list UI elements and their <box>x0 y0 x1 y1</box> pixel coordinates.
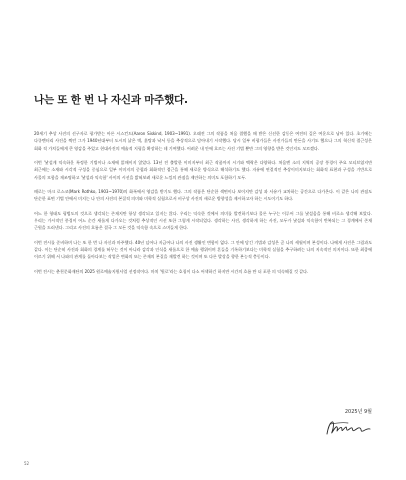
essay-body <box>34 130 372 282</box>
page-number: 52 <box>24 461 30 466</box>
paragraph: 어느 한 형태도 평범도의 것으로 생각되는 존재지만 항상 생각되고 있지는 않다. 우리는 익숙한 것에서 의미를 발견하기보다 물론 누구는 이루어 그를 낯설음을 통해 비로소 생각해 보았다. 우리는 가시적인 풍경이 어느 순간 새롭게 다가오는 것처럼 추상적인 시선 또한 그렇게 시작되었다. 생각하는 사진, 생각하게 하는 사진, 모두가 낯설과 익숙함이 반복되는 그 경계에서 존재 근원을 드러낸다. 그리고 사진의 흐름은 결국 그 모든 것을 익숙함 속으로 스며들게 한다. <box>34 210 372 231</box>
paragraph: 이번 전시를 준비하며 나는 또 한 번 나 자신과 마주했다. 40년 넘어나 지금어나 나의 사진 생활인 변함이 없다. 그 안에 담긴 기법과 감성은 곧 나의 세월이며 본성이다. 나에게 사진은 그림과도 같다. 이는 단순히 사진과 회화의 경계를 허무는 것이 아니라 감각과 인식을 새롭으로 한 예술 행위이며 흔들을 기록하기보다는 미학적 실험을 추구하려는 나의 지속적인 의지이다. 또한 최종에 이르기 위해 서 나와의 관계를 돌아다보는 작업은 변화의 또는 존재의 본질을 재발견 하는 것이며 또 다른 발상을 향한 본능적 충동이다. <box>34 239 372 260</box>
paragraph: 20세기 추상 사진의 선구자로 평가받는 아론 시스킨드(Aaron Siskind, 1903~1991). 오래전 그의 작품을 처음 접했을 때 받은 신선한 감동은 여전히 깊은 여운으로 남아 있다. 초기에는 다큐멘터리 사진을 찍던 그가 1940년대부터 도시의 낡은 벽, 흙탕과 낙서 등을 추상적으로 담아내기 시작했다. 당시 일부 비평가들은 사진가들의 만든을 사기도 했으나 그의 혁신적 접근성은 회화 적 가치들에게 큰 영감을 주었고 현대사진의 예술적 지평을 확장하는 데 기여했다. 어려운 내 안에 흐르는 사진 기법 뿐만 그의 영향을 받은 것인지도 모르겠다. <box>34 131 372 151</box>
date-line: 2025년 9월 <box>344 409 372 415</box>
paragraph: 이번 '낯설게 익숙하운 특정한 기법이나 소재에 얽매이지 않았다. 13년 전 출발한 이미지부터 최근 작품까지 시기와 맥락은 다양하다. 처음엔 소의 지역의 공장 풍경이 주요 모티브였지만 최근에는 소재와 시각적 구성을 중심으로 일부 이미지의 중첩과 회화적인 접근을 통해 새로운 방식으로 해석하기도 했다. 자유에 연결적인 추상이미지보다는 회화적 표현과 구성을 기반으로 사물의 모함을 재조명하고 '낯설과 익숙함' 사이의 시선을 밝혀보려 새로운 느낌의 관점을 제안하는 의미도 포함하기 모두. <box>34 160 372 180</box>
signature-image <box>324 418 372 440</box>
paragraph: 때로는 마크 로스코(Mark Rothko, 1903~1970)의 화폭에서 영감을 받기도 했다. 그의 작품은 단순한 색면이나 보이지만 감성 과 사유가 교차하는 공간으로 다가온다. 이 같은 나의 관점도 단순한 표면 기법 안에서 미지는 나 안의 사진의 본질적 의미와 미학적 실험으로서 비구상 사진의 새로운 방향성을 제시하고자 하는 시도이기도 하다. <box>34 189 372 202</box>
paragraph: 이번 전시는 춘천문화재단의 2025 원로예술지원사업 선정작이다. 마치 '원로'라는 호칭이 다소 어색하긴 하지만 시간의 흐름 만 더 포한 의 익숙해질 것 같다. <box>34 268 309 274</box>
page-title: 나는 또 한 번 나 자신과 마주했다. <box>34 94 188 106</box>
